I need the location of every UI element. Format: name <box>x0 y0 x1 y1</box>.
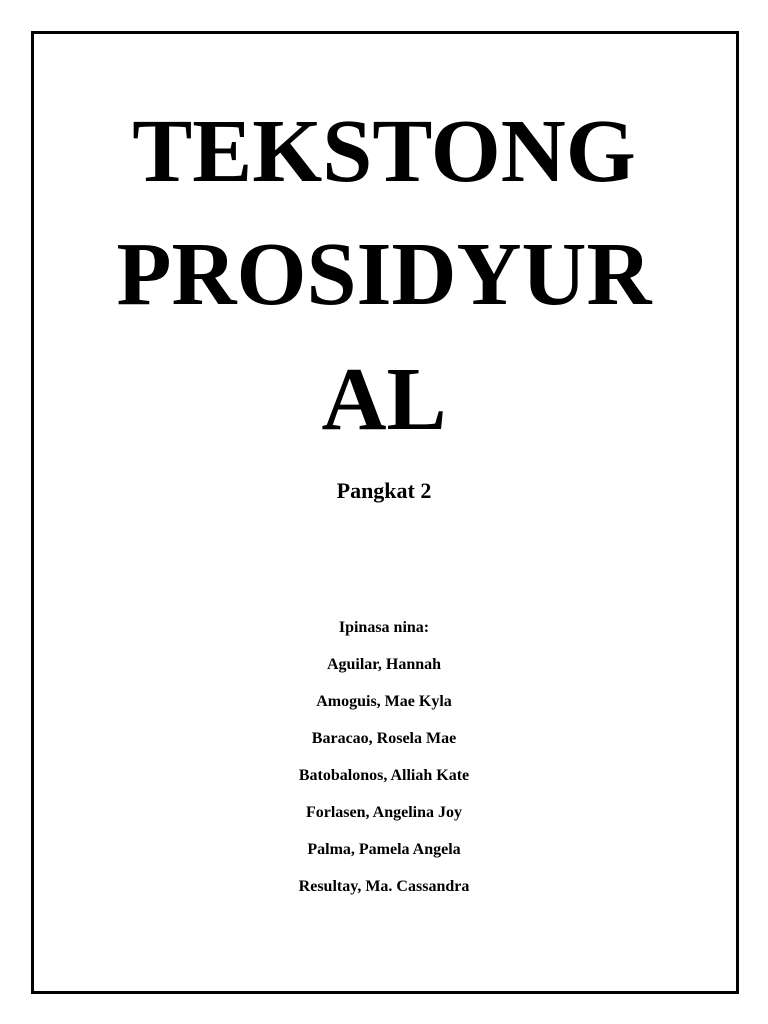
member-name: Palma, Pamela Angela <box>307 841 461 858</box>
member-name: Amoguis, Mae Kyla <box>316 693 452 710</box>
title-line-2: PROSIDYUR <box>116 225 652 324</box>
member-name: Batobalonos, Alliah Kate <box>298 767 470 784</box>
group-subtitle: Pangkat 2 <box>336 478 432 503</box>
member-name: Aguilar, Hannah <box>326 656 442 673</box>
submitted-by-block <box>0 616 768 912</box>
submitted-by-label: Ipinasa nina: <box>338 619 430 636</box>
title-line-1: TEKSTONG <box>132 102 636 201</box>
title-line-3: AL <box>321 350 447 449</box>
member-name: Forlasen, Angelina Joy <box>305 804 462 821</box>
member-name: Baracao, Rosela Mae <box>311 730 457 747</box>
member-name: Resultay, Ma. Cassandra <box>298 878 470 895</box>
